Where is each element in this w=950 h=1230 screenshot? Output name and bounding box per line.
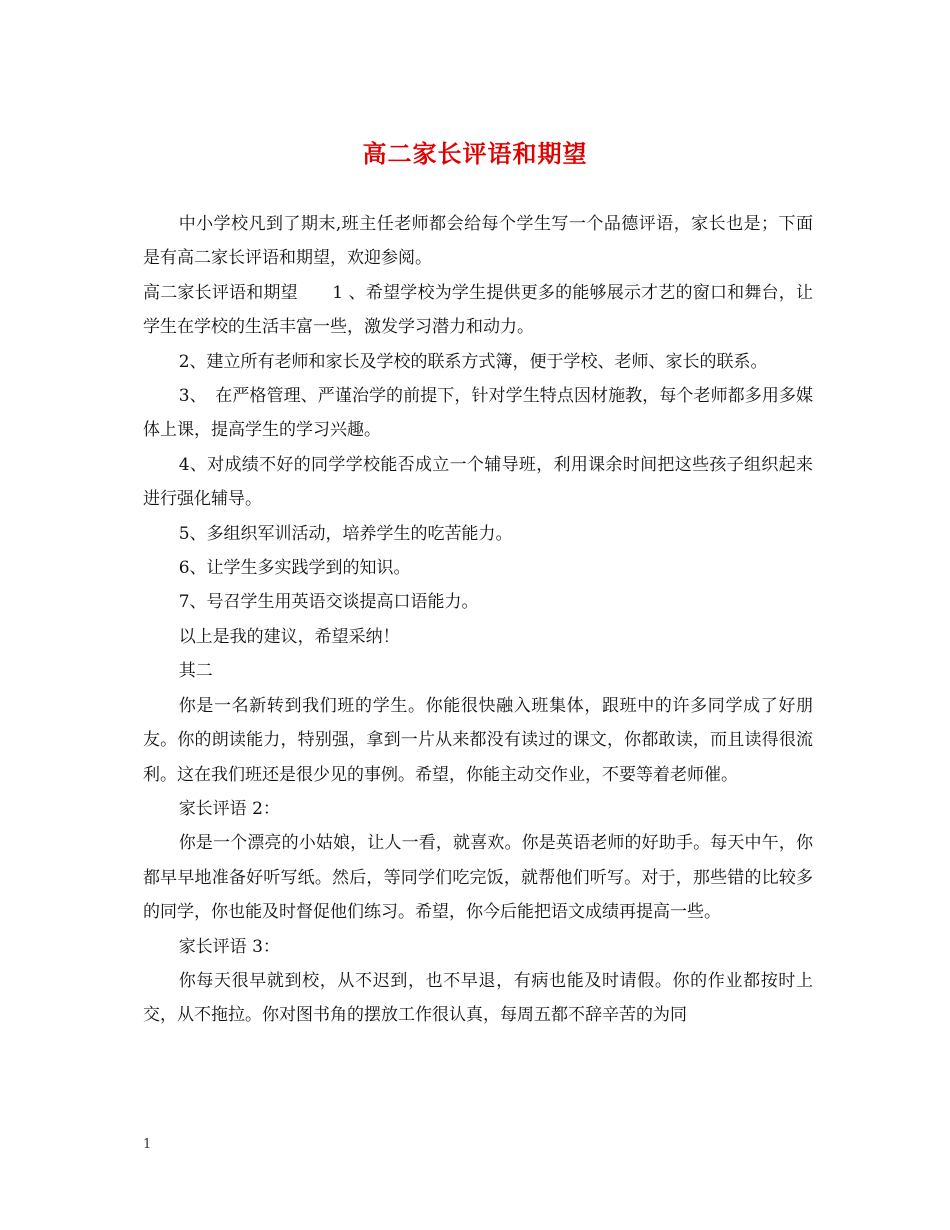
paragraph: 2、建立所有老师和家长及学校的联系方式簿，便于学校、老师、家长的联系。 xyxy=(178,351,768,372)
document-title: 高二家长评语和期望 xyxy=(362,140,588,168)
paragraph: 4、对成绩不好的同学学校能否成立一个辅导班，利用课余时间把这些孩子组织起来进行强化辅导。 xyxy=(143,454,813,510)
page-number: 1 xyxy=(143,1137,152,1152)
paragraph: 5、多组织军训活动，培养学生的吃苦能力。 xyxy=(178,523,513,544)
paragraph: 你是一个漂亮的小姑娘，让人一看，就喜欢。你是英语老师的好助手。每天中午，你都早早地准备好听写纸。然后，等同学们吃完饭，就帮他们听写。对于，那些错的比较多的同学，你也能及时督促他们练习。希望，你今后能把语文成绩再提高一些。 xyxy=(143,833,813,923)
paragraph: 你是一名新转到我们班的学生。你能很快融入班集体，跟班中的许多同学成了好朋友。你的朗读能力，特别强，拿到一片从来都没有读过的课文，你都敢读，而且读得很流利。这在我们班还是很少见的事例。希望，你能主动交作业，不要等着老师催。 xyxy=(143,695,813,785)
paragraph: 中小学校凡到了期末,班主任老师都会给每个学生写一个品德评语，家长也是；下面是有高二家长评语和期望，欢迎参阅。 xyxy=(143,214,813,269)
paragraph: 其二 xyxy=(178,661,213,682)
paragraph: 家长评语 3： xyxy=(178,936,280,957)
paragraph: 你每天很早就到校，从不迟到，也不早退，有病也能及时请假。你的作业都按时上交，从不拖拉。你对图书角的摆放工作很认真，每周五都不辞辛苦的为同 xyxy=(143,970,813,1026)
document-body xyxy=(143,207,813,1033)
paragraph: 7、号召学生用英语交谈提高口语能力。 xyxy=(178,592,479,613)
paragraph: 家长评语 2： xyxy=(178,798,280,819)
paragraph: 3、 在严格管理、严谨治学的前提下，针对学生特点因材施教，每个老师都多用多媒体上课，提高学生的学习兴趣。 xyxy=(143,386,813,441)
paragraph: 以上是我的建议，希望采纳！ xyxy=(178,626,400,647)
paragraph: 6、让学生多实践学到的知识。 xyxy=(178,558,411,579)
paragraph: 高二家长评语和期望 1 、希望学校为学生提供更多的能够展示才艺的窗口和舞台，让学生在学校的生活丰富一些，激发学习潜力和动力。 xyxy=(143,282,813,338)
